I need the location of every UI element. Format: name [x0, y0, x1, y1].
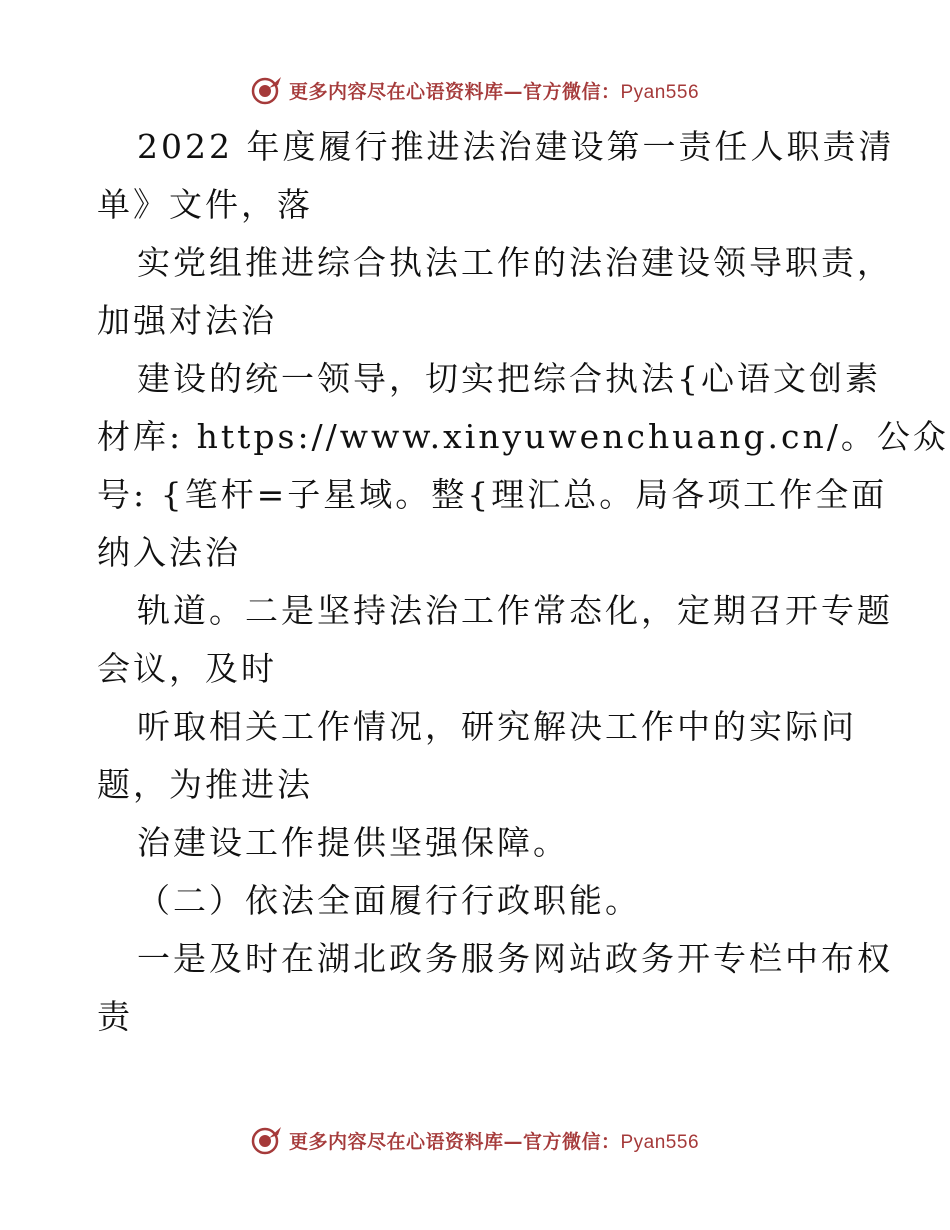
banner-text: [289, 1127, 699, 1154]
text-line: 实党组推进综合执法工作的法治建设领导职责，: [137, 243, 893, 282]
text-line: 2022 年度履行推进法治建设第一责任人职责清: [137, 127, 895, 166]
banner-wechat-id: Pyan556: [620, 1131, 700, 1153]
banner-text: [289, 77, 699, 104]
text-line: 材库: https://www.xinyuwenchuang.cn/。公众: [97, 417, 949, 456]
text-line: 号: {笔杆=子星域。整{理汇总。局各项工作全面: [97, 475, 888, 514]
text-line: 题，为推进法: [97, 765, 313, 804]
text-line: 一是及时在湖北政务服务网站政务开专栏中布权: [137, 939, 893, 978]
text-line: 轨道。二是坚持法治工作常态化，定期召开专题: [137, 591, 893, 630]
text-line: 建设的统一领导，切实把综合执法{心语文创素: [137, 359, 881, 398]
brand-logo-icon: [251, 1124, 283, 1156]
banner-wechat-id: Pyan556: [620, 81, 700, 103]
footer-banner: [0, 1120, 950, 1160]
brand-logo-icon: [251, 74, 283, 106]
banner-label: 更多内容尽在心语资料库—官方微信：: [288, 1130, 621, 1153]
text-line: 治建设工作提供坚强保障。: [137, 823, 569, 862]
text-line: 单》文件，落: [97, 185, 313, 224]
text-line: 纳入法治: [97, 533, 241, 572]
header-banner: [0, 70, 950, 110]
text-line: （二）依法全面履行行政职能。: [137, 881, 641, 920]
document-body: [97, 118, 949, 1046]
text-line: 责: [97, 997, 133, 1036]
text-line: 听取相关工作情况，研究解决工作中的实际问: [137, 707, 857, 746]
text-line: 加强对法治: [97, 301, 277, 340]
text-line: 会议，及时: [97, 649, 277, 688]
banner-label: 更多内容尽在心语资料库—官方微信：: [288, 80, 621, 103]
